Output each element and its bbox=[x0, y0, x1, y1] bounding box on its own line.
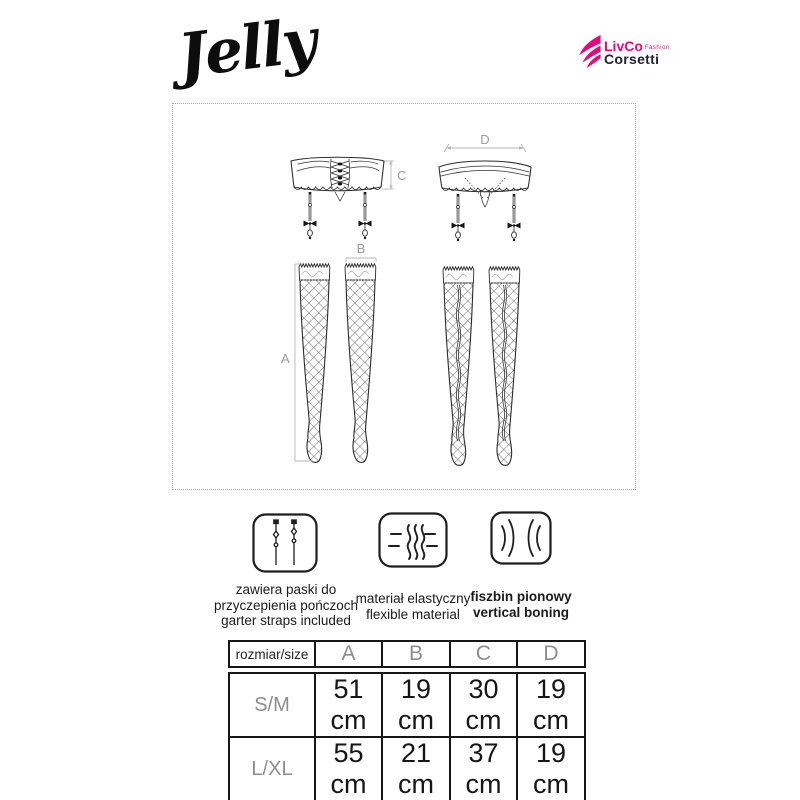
livco-corsetti-logo bbox=[577, 34, 670, 70]
value-cell: 19 cm bbox=[517, 737, 585, 800]
value-cell: 19 cm bbox=[382, 673, 450, 737]
value-cell: 55 cm bbox=[315, 737, 382, 800]
size-cell: L/XL bbox=[229, 737, 315, 800]
garter-belt-back-drawing bbox=[439, 132, 531, 241]
vertical-boning-icon bbox=[490, 511, 552, 565]
caption-line: flexible material bbox=[366, 606, 460, 622]
value-cell: 37 cm bbox=[450, 737, 517, 800]
stockings-back-drawing bbox=[443, 267, 520, 466]
dim-label-a: A bbox=[281, 351, 290, 366]
caption-line: vertical boning bbox=[472, 604, 570, 620]
caption-line: garter straps included bbox=[221, 613, 351, 628]
size-table-header bbox=[228, 640, 586, 668]
size-table bbox=[228, 640, 584, 800]
livco-fashion-text: Fashion bbox=[644, 44, 670, 51]
caption-line: przyczepienia pończoch bbox=[213, 597, 359, 613]
elastic-material-icon bbox=[378, 512, 448, 568]
value-cell: 51 cm bbox=[315, 673, 382, 737]
header-cell-size: rozmiar/size bbox=[229, 641, 315, 667]
product-diagram-frame bbox=[172, 103, 636, 490]
dim-label-c: C bbox=[397, 168, 407, 183]
caption-line: materiał elastyczny bbox=[355, 591, 471, 606]
livco-logo-text: LivCo bbox=[604, 37, 643, 54]
product-diagram bbox=[173, 104, 634, 488]
size-cell: S/M bbox=[229, 673, 315, 737]
garter-straps-icon bbox=[252, 513, 318, 573]
brand-logo-jelly: Jelly bbox=[174, 5, 320, 92]
table-row bbox=[229, 673, 585, 737]
livco-wing-icon bbox=[577, 34, 603, 70]
size-table-body bbox=[228, 672, 586, 800]
value-cell: 21 cm bbox=[382, 737, 450, 800]
corsetti-logo-text: Corsetti bbox=[604, 50, 660, 67]
value-cell: 30 cm bbox=[450, 673, 517, 737]
feature-caption-vertical-boning bbox=[451, 589, 591, 620]
table-row bbox=[229, 737, 585, 800]
caption-line: zawiera paski do bbox=[235, 582, 337, 597]
caption-line: fiszbin pionowy bbox=[470, 589, 572, 604]
header-cell-a: A bbox=[315, 641, 382, 667]
garter-belt-front-drawing bbox=[291, 157, 406, 239]
dim-label-b: B bbox=[356, 241, 366, 256]
dim-label-d: D bbox=[480, 132, 490, 147]
header-cell-c: C bbox=[450, 641, 517, 667]
value-cell: 19 cm bbox=[517, 673, 585, 737]
header-cell-b: B bbox=[382, 641, 450, 667]
stockings-front-drawing bbox=[281, 241, 376, 462]
header-cell-d: D bbox=[517, 641, 585, 667]
